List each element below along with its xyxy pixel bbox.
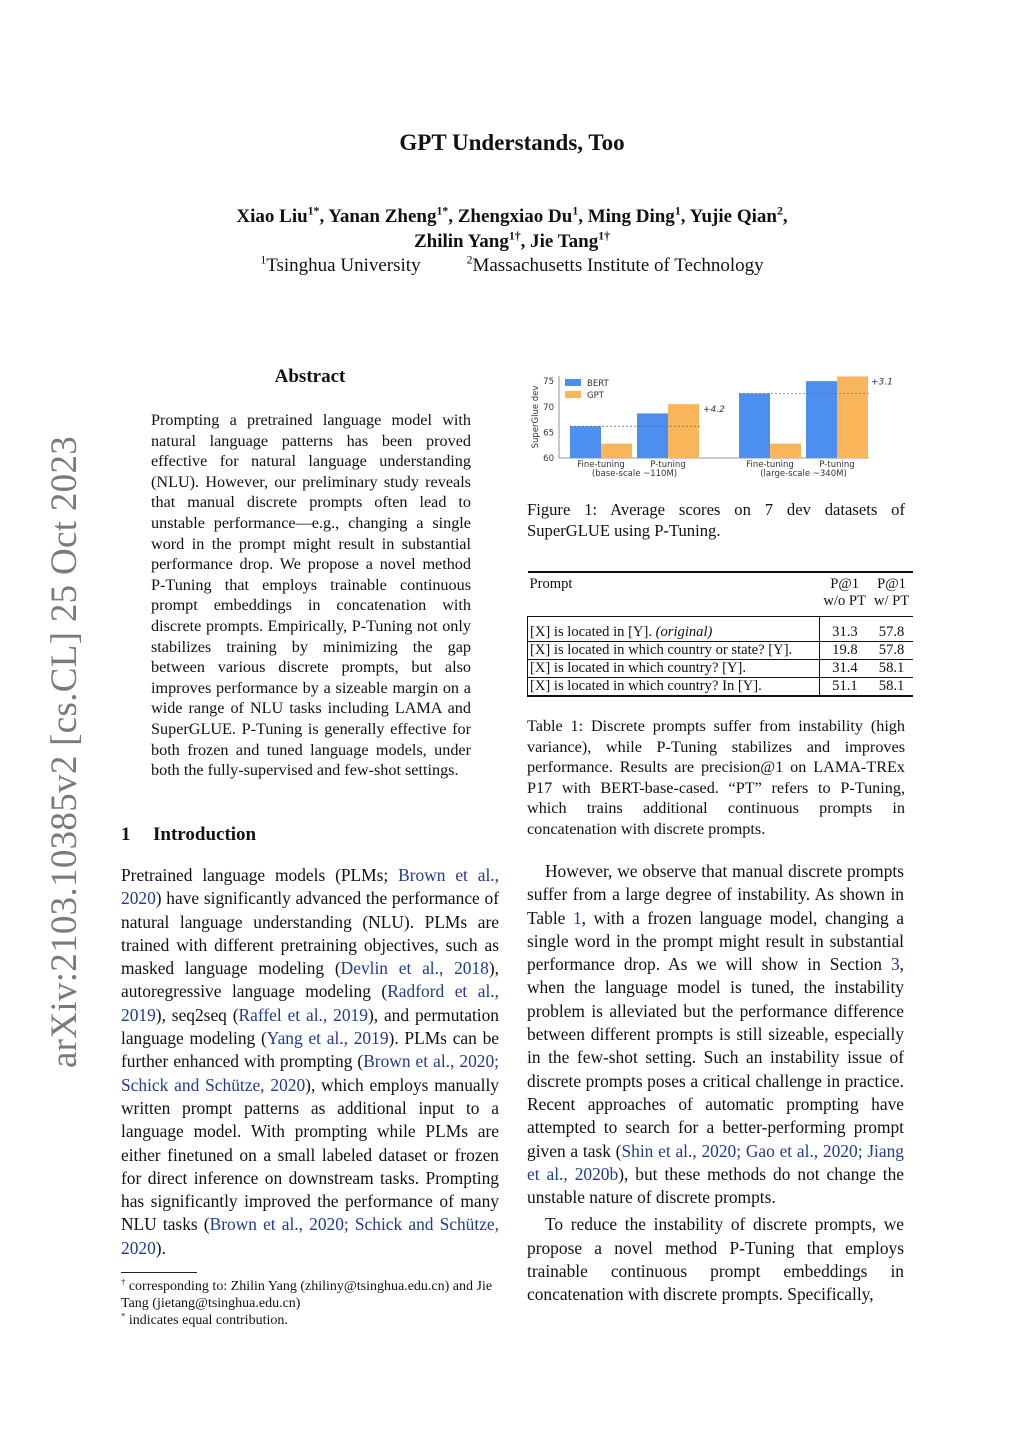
bar-bert [570, 426, 601, 458]
table-cell-prompt: [X] is located in which country or state? [Y]. [528, 642, 820, 660]
body-text: To reduce the instability of discrete prompts, we propose a novel method P-Tuning that employs trainable continuous prompt embeddings in concatenation with discrete prompts. Specifically, [527, 1214, 904, 1305]
arxiv-identifier: arXiv:2103.10385v2 [cs.CL] 25 Oct 2023 [44, 435, 85, 1069]
footnote-mark: * [121, 1310, 126, 1321]
body-text: , with a frozen language model, changing a single word in the prompt might result in substantial performance drop. As we will show in Section [527, 907, 904, 975]
table-1 [527, 571, 913, 697]
bar-gpt [770, 444, 801, 458]
citation-link[interactable]: Yang et al., 2019 [266, 1028, 389, 1049]
header-sublabel: w/o PT [823, 593, 866, 609]
prompt-text: [X] is located in [Y]. [530, 624, 652, 640]
bar-bert [637, 413, 668, 458]
y-axis-label: SuperGlue dev [531, 385, 541, 449]
y-tick-label: 70 [543, 402, 554, 413]
table-header-row [528, 572, 914, 617]
legend-swatch [565, 379, 581, 386]
y-tick-label: 60 [543, 454, 554, 464]
bar-gpt [837, 377, 868, 458]
body-text: However, we observe that manual discrete prompts suffer from a large degree of instability. As shown in Table [527, 861, 904, 928]
table-row [528, 678, 914, 697]
author-sup: 2 [776, 204, 783, 218]
y-tick-label: 75 [543, 377, 554, 388]
citation-link[interactable]: Radford et al., 2019 [121, 981, 499, 1025]
table-row [528, 660, 914, 678]
annotation-label: +4.2 [703, 405, 725, 416]
table-cell-w-pt: 58.1 [870, 678, 913, 697]
table-cell-wo-pt: 19.8 [819, 642, 870, 660]
author-line-1: Xiao Liu$^{1*}$, Yanan Zheng$^{1*}$, Zhengxiao Du$^1$, Ming Ding$^1$, Yujie Qian$^2$, [236, 204, 788, 227]
footnote [121, 1278, 501, 1312]
citation-link[interactable]: Brown et al., 2020; Schick and Schütze, 2020 [121, 1051, 499, 1095]
author-name: Yanan Zheng [328, 206, 437, 227]
table-cell-w-pt: 58.1 [870, 660, 913, 678]
body-text: ), autoregressive language modeling ( [121, 958, 500, 1002]
body-text: ). [155, 1237, 166, 1258]
legend-label: BERT [587, 379, 609, 389]
header-sublabel: w/ PT [873, 593, 910, 609]
bar-bert [806, 381, 837, 458]
table-1-caption: Table 1: Discrete prompts suffer from instability (high variance), while P-Tuning stabilizes and improves performance. Results are precision@1 on LAMA-TREx P17 with BERT-base-cased. “PT” refers to P-Tuning, which trains additional continuous prompts in concatenation with discrete prompts. [527, 717, 905, 838]
footnotes [121, 1278, 501, 1329]
table-row [528, 642, 914, 660]
body-text: ), which employs manually written prompt patterns as additional input to a language model. With prompting while PLMs are either finetuned on a small labeled dataset or frozen for direct inference on downstream tasks. Prompting has significantly improved the performance of many NLU tasks ( [121, 1074, 499, 1235]
intro-right-column [527, 860, 904, 1311]
citation-link[interactable]: 1 [572, 907, 582, 928]
citation-link[interactable]: Devlin et al., 2018 [340, 958, 489, 979]
author-sup: 1* [307, 204, 320, 218]
intro-paragraph-1 [121, 864, 499, 1260]
x-tick-label: Fine-tuning [577, 460, 625, 470]
footnote-text: corresponding to: Zhilin Yang (zhiliny@tsinghua.edu.cn) and Jie Tang (jietang@tsinghua.edu.cn) [121, 1279, 493, 1311]
x-tick-label: P-tuning [819, 460, 855, 470]
header-label: P@1 [877, 576, 906, 592]
group-label: (base-scale ~110M) [591, 469, 678, 479]
group-label: (large-scale ~340M) [760, 469, 847, 479]
citation-link[interactable]: Brown et al., 2020; Schick and Schütze, 2020 [121, 1214, 499, 1258]
annotation-label: +3.1 [871, 377, 893, 388]
body-text: ), but these methods do not change the unstable nature of discrete prompts. [527, 1163, 905, 1208]
author-sup: 1* [436, 204, 449, 218]
author-name: Jie Tang [530, 231, 599, 252]
footnote [121, 1312, 501, 1329]
figure-1-caption: Figure 1: Average scores on 7 dev datasets of SuperGLUE using P-Tuning. [527, 500, 905, 540]
table-cell-wo-pt: 31.3 [819, 617, 870, 642]
table-cell-wo-pt: 31.4 [819, 660, 870, 678]
author-sup: 1 [572, 204, 579, 218]
figure-1-chart [527, 372, 905, 484]
footnote-text: indicates equal contribution. [128, 1313, 288, 1328]
citation-link[interactable]: Brown et al., 2020 [121, 865, 499, 909]
prompt-tag: (original) [655, 624, 713, 640]
author-name: Zhilin Yang [413, 231, 509, 252]
table-cell-w-pt: 57.8 [870, 642, 913, 660]
body-text: ). PLMs can be further enhanced with prompting ( [121, 1028, 499, 1072]
body-text: ) have significantly advanced the performance of natural language understanding (NLU). PLMs are trained with different pretraining objectives, such as masked language modeling ( [121, 888, 499, 979]
bar-gpt [601, 444, 632, 458]
paper-title: GPT Understands, Too [399, 130, 625, 155]
author-name: Zhengxiao Du [457, 206, 573, 227]
paragraph [527, 860, 904, 1209]
table-header-prompt: Prompt [529, 576, 573, 592]
affiliation-name: Tsinghua University [266, 255, 421, 276]
body-text: Pretrained language models (PLMs; [121, 865, 399, 885]
x-tick-label: P-tuning [650, 460, 686, 470]
bar-gpt [668, 404, 699, 458]
header-label: P@1 [830, 576, 860, 592]
table-cell-prompt [528, 617, 820, 642]
author-name: Yujie Qian [689, 206, 777, 227]
author-sup: 1† [508, 229, 521, 243]
affiliation-sup: 2 [466, 253, 473, 267]
x-tick-label: Fine-tuning [746, 460, 794, 470]
affiliation-name: Massachusetts Institute of Technology [472, 255, 764, 276]
table-cell-w-pt: 57.8 [870, 617, 913, 642]
abstract-text: Prompting a pretrained language model with natural language patterns has been proved effective for natural language understanding (NLU). However, our preliminary study reveals that manual discrete prompts often lead to unstable performance—e.g., changing a single word in the prompt might result in substantial performance drop. We propose a novel method P-Tuning that employs trainable continuous prompt embeddings in concatenation with discrete prompts. Empirically, P-Tuning not only stabilizes training by minimizing the gap between various discrete prompts, but also improves performance by a sizeable margin on a wide range of NLU tasks including LAMA and SuperGLUE. P-Tuning is generally effective for both frozen and tuned language models, under both the fully-supervised and few-shot settings. [151, 411, 471, 780]
abstract-heading: Abstract [274, 366, 346, 387]
footnote-rule [121, 1272, 197, 1273]
bar-bert [739, 393, 770, 458]
body-text: ), seq2seq ( [155, 1004, 239, 1025]
citation-link[interactable]: Raffel et al., 2019 [238, 1004, 368, 1025]
section-title: Introduction [153, 824, 257, 845]
table-header-wo-pt [819, 572, 870, 617]
body-text: ), and permutation language modeling ( [121, 1004, 499, 1049]
author-sup: 1 [674, 204, 681, 218]
author-sup: 1† [598, 229, 611, 243]
affiliations [0, 255, 1024, 277]
body-text: , when the language model is tuned, the instability problem is alleviated but the performance difference between different prompts is still sizeable, especially in the few-shot setting. Such an instability issue of discrete prompts poses a critical challenge in practice. Recent approaches of automatic prompting have attempted to search for a better-performing prompt given a task ( [527, 954, 904, 1161]
author-line-2: Zhilin Yang$^{1\dagger}$, Jie Tang$^{1\dagger}$ [413, 229, 611, 252]
footnote-mark: † [121, 1276, 126, 1287]
affiliation-sup: 1 [260, 253, 267, 267]
table-row [528, 617, 914, 642]
table-header-w-pt [870, 572, 913, 617]
table-cell-prompt: [X] is located in which country? In [Y]. [528, 678, 820, 697]
y-tick-label: 65 [543, 428, 554, 439]
author-name: Xiao Liu [236, 206, 308, 227]
paragraph [121, 864, 499, 1260]
section-number: 1 [121, 824, 131, 845]
paragraph [527, 1213, 904, 1306]
citation-link[interactable]: 3 [890, 954, 900, 975]
section-heading [121, 824, 256, 846]
author-name: Ming Ding [587, 206, 675, 227]
table-cell-prompt: [X] is located in which country? [Y]. [528, 660, 820, 678]
table-cell-wo-pt: 51.1 [819, 678, 870, 697]
legend-label: GPT [587, 391, 604, 401]
legend-swatch [565, 391, 581, 398]
citation-link[interactable]: Shin et al., 2020; Gao et al., 2020; Jiang et al., 2020b [527, 1140, 904, 1184]
